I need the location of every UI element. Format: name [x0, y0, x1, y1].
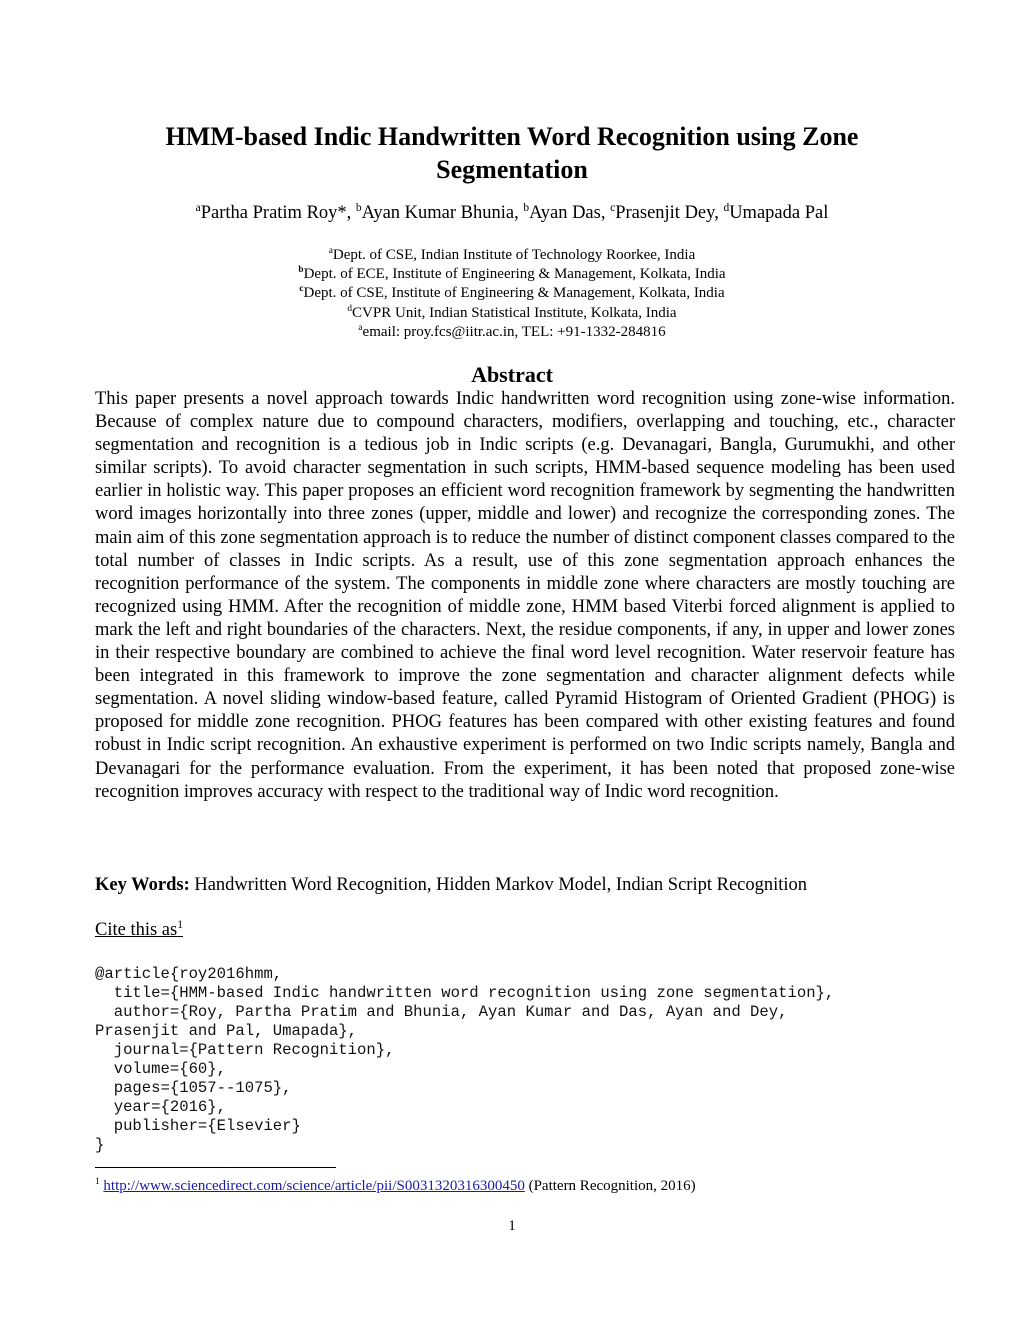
- article-link[interactable]: http://www.sciencedirect.com/science/article/pii/S0031320316300450: [103, 1178, 525, 1194]
- author-name: Ayan Kumar Bhunia: [361, 203, 515, 223]
- author-name: Ayan Das: [529, 203, 601, 223]
- bibtex-line: volume={60},: [95, 1060, 227, 1078]
- footnote: [95, 1176, 696, 1196]
- bibtex-line: year={2016},: [95, 1098, 227, 1116]
- author-affil-mark: a: [195, 201, 201, 214]
- author: $^b$Ayan Das,: [523, 201, 611, 223]
- affiliation-mark: d: [347, 303, 353, 314]
- author: [723, 203, 828, 223]
- affiliation-mark: c: [299, 284, 304, 295]
- footnote-number: 1: [95, 1177, 100, 1187]
- abstract-heading: Abstract: [471, 362, 553, 387]
- affiliation: $^d$CVPR Unit, Indian Statistical Institute, Kolkata, India: [347, 303, 677, 321]
- affiliation: $^a$Dept. of CSE, Indian Institute of Technology Roorkee, India: [328, 246, 696, 263]
- bibtex-line: Prasenjit and Pal, Umapada},: [95, 1022, 358, 1040]
- keywords-label: Key Words:: [95, 875, 190, 895]
- author-list: [95, 201, 929, 225]
- abstract-body: This paper presents a novel approach towards Indic handwritten word recognition using zone-wise information. Because of complex nature due to compound characters, modifiers, overlapping and touching, etc., character segmentation and recognition is a tedious job in Indic scripts (e.g. Devanagari, Bangla, Gurumukhi, and other similar scripts). To avoid character segmentation in such scripts, HMM-based sequence modeling has been used earlier in holistic way. This paper proposes an efficient word recognition framework by segmenting the handwritten word images horizontally into three zones (upper, middle and lower) and recognize the corresponding zones. The main aim of this zone segmentation approach is to reduce the number of distinct component classes compared to the total number of classes in Indic scripts. As a result, use of this zone segmentation approach enhances the recognition performance of the system. The components in middle zone where characters are mostly touching are recognized using HMM. After the recognition of middle zone, HMM based Viterbi forced alignment is applied to mark the left and right boundaries of the characters. Next, the residue components, if any, in upper and lower zones in their respective boundary are combined to achieve the final word level recognition. Water reservoir feature has been integrated in this framework to improve the zone segmentation and character alignment defects while segmentation. A novel sliding window-based feature, called Pyramid Histogram of Oriented Gradient (PHOG) is proposed for middle zone recognition. PHOG features has been compared with other existing features and found robust in Indic script recognition. An exhaustive experiment is performed on two Indic scripts namely, Bangla and Devanagari for the performance evaluation. From the experiment, it has been noted that proposed zone-wise recognition improves accuracy with respect to the traditional way of Indic word recognition.: [95, 389, 955, 802]
- author-affil-mark: b: [355, 201, 362, 214]
- affiliation: $^b$Dept. of ECE, Institute of Engineering & Management, Kolkata, India: [298, 265, 726, 283]
- bibtex-line: journal={Pattern Recognition},: [95, 1041, 395, 1059]
- author-affil-mark: d: [723, 201, 730, 214]
- affiliation-list: [95, 246, 929, 342]
- affiliation-mark: b: [298, 265, 304, 276]
- author: $^c$Prasenjit Dey,: [610, 201, 724, 223]
- keywords-text: Handwritten Word Recognition, Hidden Markov Model, Indian Script Recognition: [189, 875, 808, 895]
- affiliation: $^c$Dept. of CSE, Institute of Engineering & Management, Kolkata, India: [299, 284, 725, 302]
- author-name: Prasenjit Dey: [615, 203, 715, 223]
- author: $^b$Ayan Kumar Bhunia,: [355, 201, 524, 223]
- author-affil-mark: b: [523, 201, 530, 214]
- bibtex-line: title={HMM-based Indic handwritten word recognition using zone segmentation},: [95, 984, 835, 1002]
- affiliation-mark: a: [328, 246, 333, 256]
- bibtex-line: @article{roy2016hmm,: [95, 965, 283, 983]
- bibtex-block: [95, 965, 834, 1155]
- footnote-mark: 1: [177, 918, 183, 931]
- bibtex-line: author={Roy, Partha Pratim and Bhunia, Ayan Kumar and Das, Ayan and Dey,: [95, 1003, 788, 1021]
- footnote-suffix: (Pattern Recognition, 2016): [524, 1178, 696, 1194]
- paper-title: HMM-based Indic Handwritten Word Recognition using Zone Segmentation: [165, 122, 859, 184]
- author-name: Umapada Pal: [729, 203, 829, 223]
- bibtex-line: pages={1057--1075},: [95, 1079, 292, 1097]
- cite-heading: Cite this $as^1$: [95, 918, 183, 940]
- affiliation-mark: a: [358, 322, 363, 333]
- author-affil-mark: c: [610, 201, 616, 214]
- footnote-divider: [95, 1167, 336, 1168]
- contact-info: $^a$email: proy.fcs@iitr.ac.in, TEL: +91-1332-284816: [358, 322, 666, 340]
- author: $^a$Partha Pratim Roy*,: [195, 201, 356, 223]
- bibtex-line: }: [95, 1136, 105, 1154]
- bibtex-line: publisher={Elsevier}: [95, 1117, 301, 1135]
- page-number: 1: [508, 1218, 516, 1234]
- author-name: Partha Pratim Roy*: [200, 203, 347, 223]
- keywords: [95, 873, 955, 897]
